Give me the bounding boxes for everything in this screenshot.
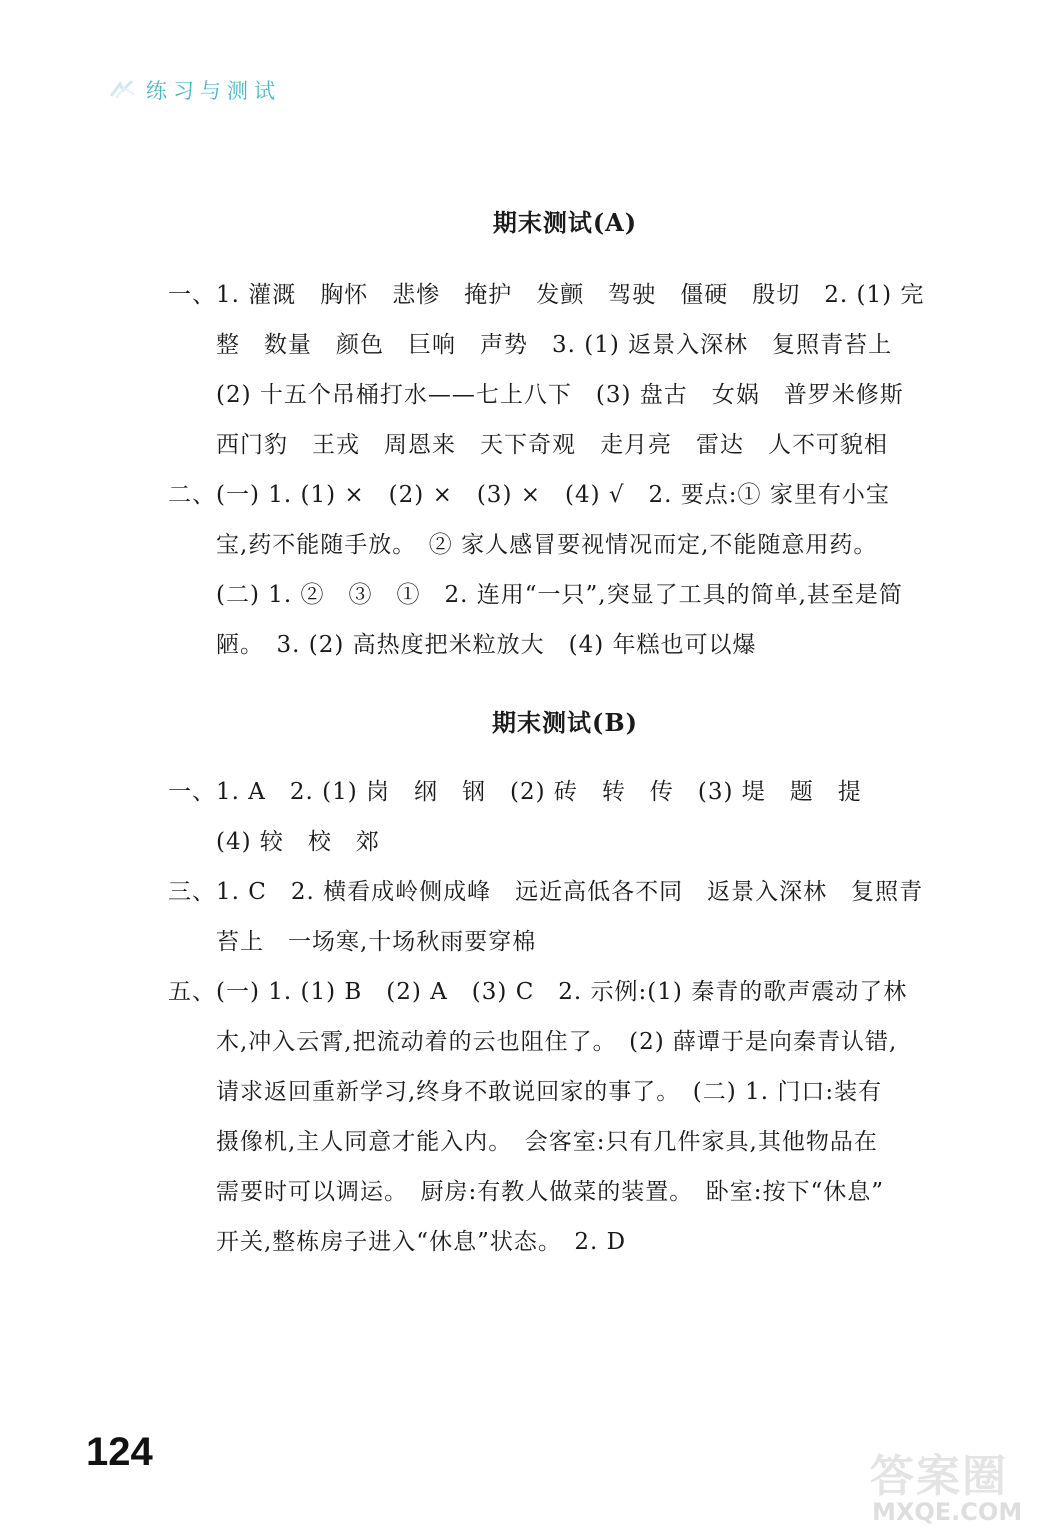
answer-line: 需要时可以调运。 厨房:有教人做菜的装置。 卧室:按下“休息” — [216, 1179, 885, 1205]
book-title: 练习与测试 — [146, 79, 281, 103]
watermark — [870, 1440, 1040, 1530]
answer-line: 一、1. A 2. (1) 岗 纲 钢 (2) 砖 转 传 (3) 堤 题 提 — [168, 779, 862, 805]
book-logo-icon — [108, 78, 138, 102]
answer-line: 整 数量 颜色 巨响 声势 3. (1) 返景入深林 复照青苔上 — [216, 332, 893, 358]
section-a-title: 期末测试(A) — [492, 208, 638, 237]
answer-line: (二) 1. ② ③ ① 2. 连用“一只”,突显了工具的简单,甚至是简 — [216, 582, 903, 608]
answer-line: 二、(一) 1. (1) × (2) × (3) × (4) √ 2. 要点:① 家里有小宝 — [168, 482, 890, 508]
section-b-body — [168, 767, 988, 1267]
page-header — [108, 72, 281, 108]
watermark-logo: 答案圈 — [870, 1451, 1008, 1502]
answer-line: 宝,药不能随手放。 ② 家人感冒要视情况而定,不能随意用药。 — [216, 532, 878, 558]
answer-line: 开关,整栋房子进入“休息”状态。 2. D — [216, 1229, 627, 1255]
answer-line: (2) 十五个吊桶打水——七上八下 (3) 盘古 女娲 普罗米修斯 — [216, 382, 904, 408]
page-number: 124 — [86, 1430, 153, 1474]
answer-line: 五、(一) 1. (1) B (2) A (3) C 2. 示例:(1) 秦青的歌声震动了林 — [168, 979, 908, 1005]
answer-line: 苔上 一场寒,十场秋雨要穿棉 — [216, 929, 537, 955]
answer-line: 西门豹 王戎 周恩来 天下奇观 走月亮 雷达 人不可貌相 — [216, 432, 888, 458]
section-a-body — [168, 270, 988, 670]
watermark-url: MXQE.COM — [872, 1498, 1023, 1526]
answer-line: 三、1. C 2. 横看成岭侧成峰 远近高低各不同 返景入深林 复照青 — [168, 879, 924, 905]
answer-line: 陋。 3. (2) 高热度把米粒放大 (4) 年糕也可以爆 — [216, 632, 757, 658]
section-b-title: 期末测试(B) — [492, 708, 638, 737]
answer-line: 摄像机,主人同意才能入内。 会客室:只有几件家具,其他物品在 — [216, 1129, 878, 1155]
answer-line: 木,冲入云霄,把流动着的云也阻住了。 (2) 薛谭于是向秦青认错, — [216, 1029, 898, 1055]
answer-line: 请求返回重新学习,终身不敢说回家的事了。 (二) 1. 门口:装有 — [216, 1079, 883, 1105]
answer-line: (4) 较 校 郊 — [216, 829, 380, 855]
answer-line: 一、1. 灌溉 胸怀 悲惨 掩护 发颤 驾驶 僵硬 殷切 2. (1) 完 — [168, 282, 925, 308]
